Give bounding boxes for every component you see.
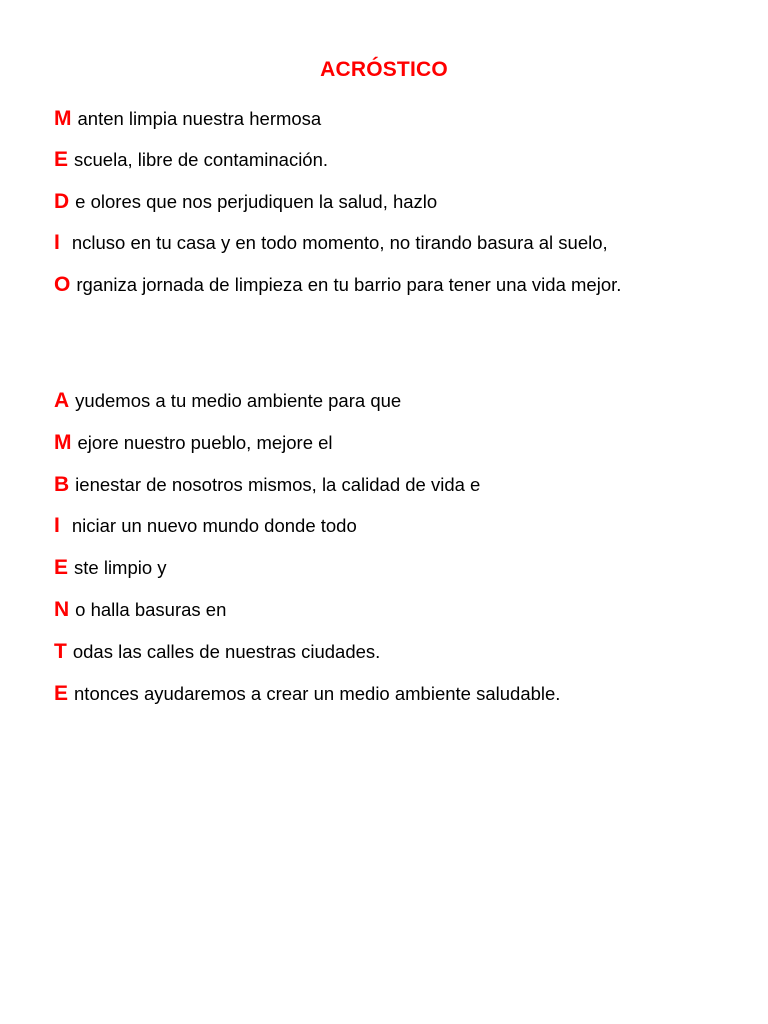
acrostic-text: scuela, libre de contaminación. bbox=[74, 149, 329, 170]
acrostic-line bbox=[54, 639, 380, 665]
acrostic-text: ejore nuestro pueblo, mejore el bbox=[77, 432, 333, 453]
acrostic-line bbox=[54, 430, 333, 456]
acrostic-text: o halla basuras en bbox=[75, 599, 227, 620]
acrostic-initial: D bbox=[54, 190, 70, 213]
acrostic-text: yudemos a tu medio ambiente para que bbox=[75, 390, 402, 411]
acrostic-initial: E bbox=[54, 556, 69, 579]
acrostic-initial: M bbox=[54, 107, 72, 130]
acrostic-initial: A bbox=[54, 389, 70, 412]
acrostic-text: ste limpio y bbox=[74, 557, 167, 578]
acrostic-line bbox=[54, 472, 480, 498]
acrostic-line bbox=[54, 189, 437, 215]
acrostic-line bbox=[54, 230, 608, 256]
acrostic-text: ntonces ayudaremos a crear un medio ambiente saludable. bbox=[74, 683, 561, 704]
acrostic-text: ncluso en tu casa y en todo momento, no tirando basura al suelo, bbox=[71, 232, 608, 253]
acrostic-line bbox=[54, 388, 401, 414]
acrostic-initial: M bbox=[54, 431, 72, 454]
acrostic-initial: I bbox=[54, 231, 60, 254]
page-title: ACRÓSTICO bbox=[320, 58, 448, 81]
acrostic-initial: E bbox=[54, 682, 69, 705]
acrostic-text: anten limpia nuestra hermosa bbox=[77, 108, 322, 129]
acrostic-text: ienestar de nosotros mismos, la calidad de vida e bbox=[75, 474, 481, 495]
acrostic-initial: I bbox=[54, 514, 60, 537]
acrostic-text: e olores que nos perjudiquen la salud, hazlo bbox=[75, 191, 438, 212]
acrostic-text: niciar un nuevo mundo donde todo bbox=[71, 515, 357, 536]
acrostic-text: rganiza jornada de limpieza en tu barrio para tener una vida mejor. bbox=[76, 274, 622, 295]
acrostic-line bbox=[54, 513, 357, 539]
acrostic-text: odas las calles de nuestras ciudades. bbox=[72, 641, 381, 662]
acrostic-line bbox=[54, 147, 328, 173]
acrostic-line bbox=[54, 597, 226, 623]
acrostic-initial: E bbox=[54, 148, 69, 171]
acrostic-line bbox=[54, 272, 621, 298]
acrostic-initial: N bbox=[54, 598, 70, 621]
acrostic-initial: O bbox=[54, 273, 71, 296]
acrostic-initial: B bbox=[54, 473, 70, 496]
acrostic-line bbox=[54, 681, 560, 707]
acrostic-initial: T bbox=[54, 640, 67, 663]
acrostic-line bbox=[54, 555, 167, 581]
acrostic-line bbox=[54, 106, 321, 132]
